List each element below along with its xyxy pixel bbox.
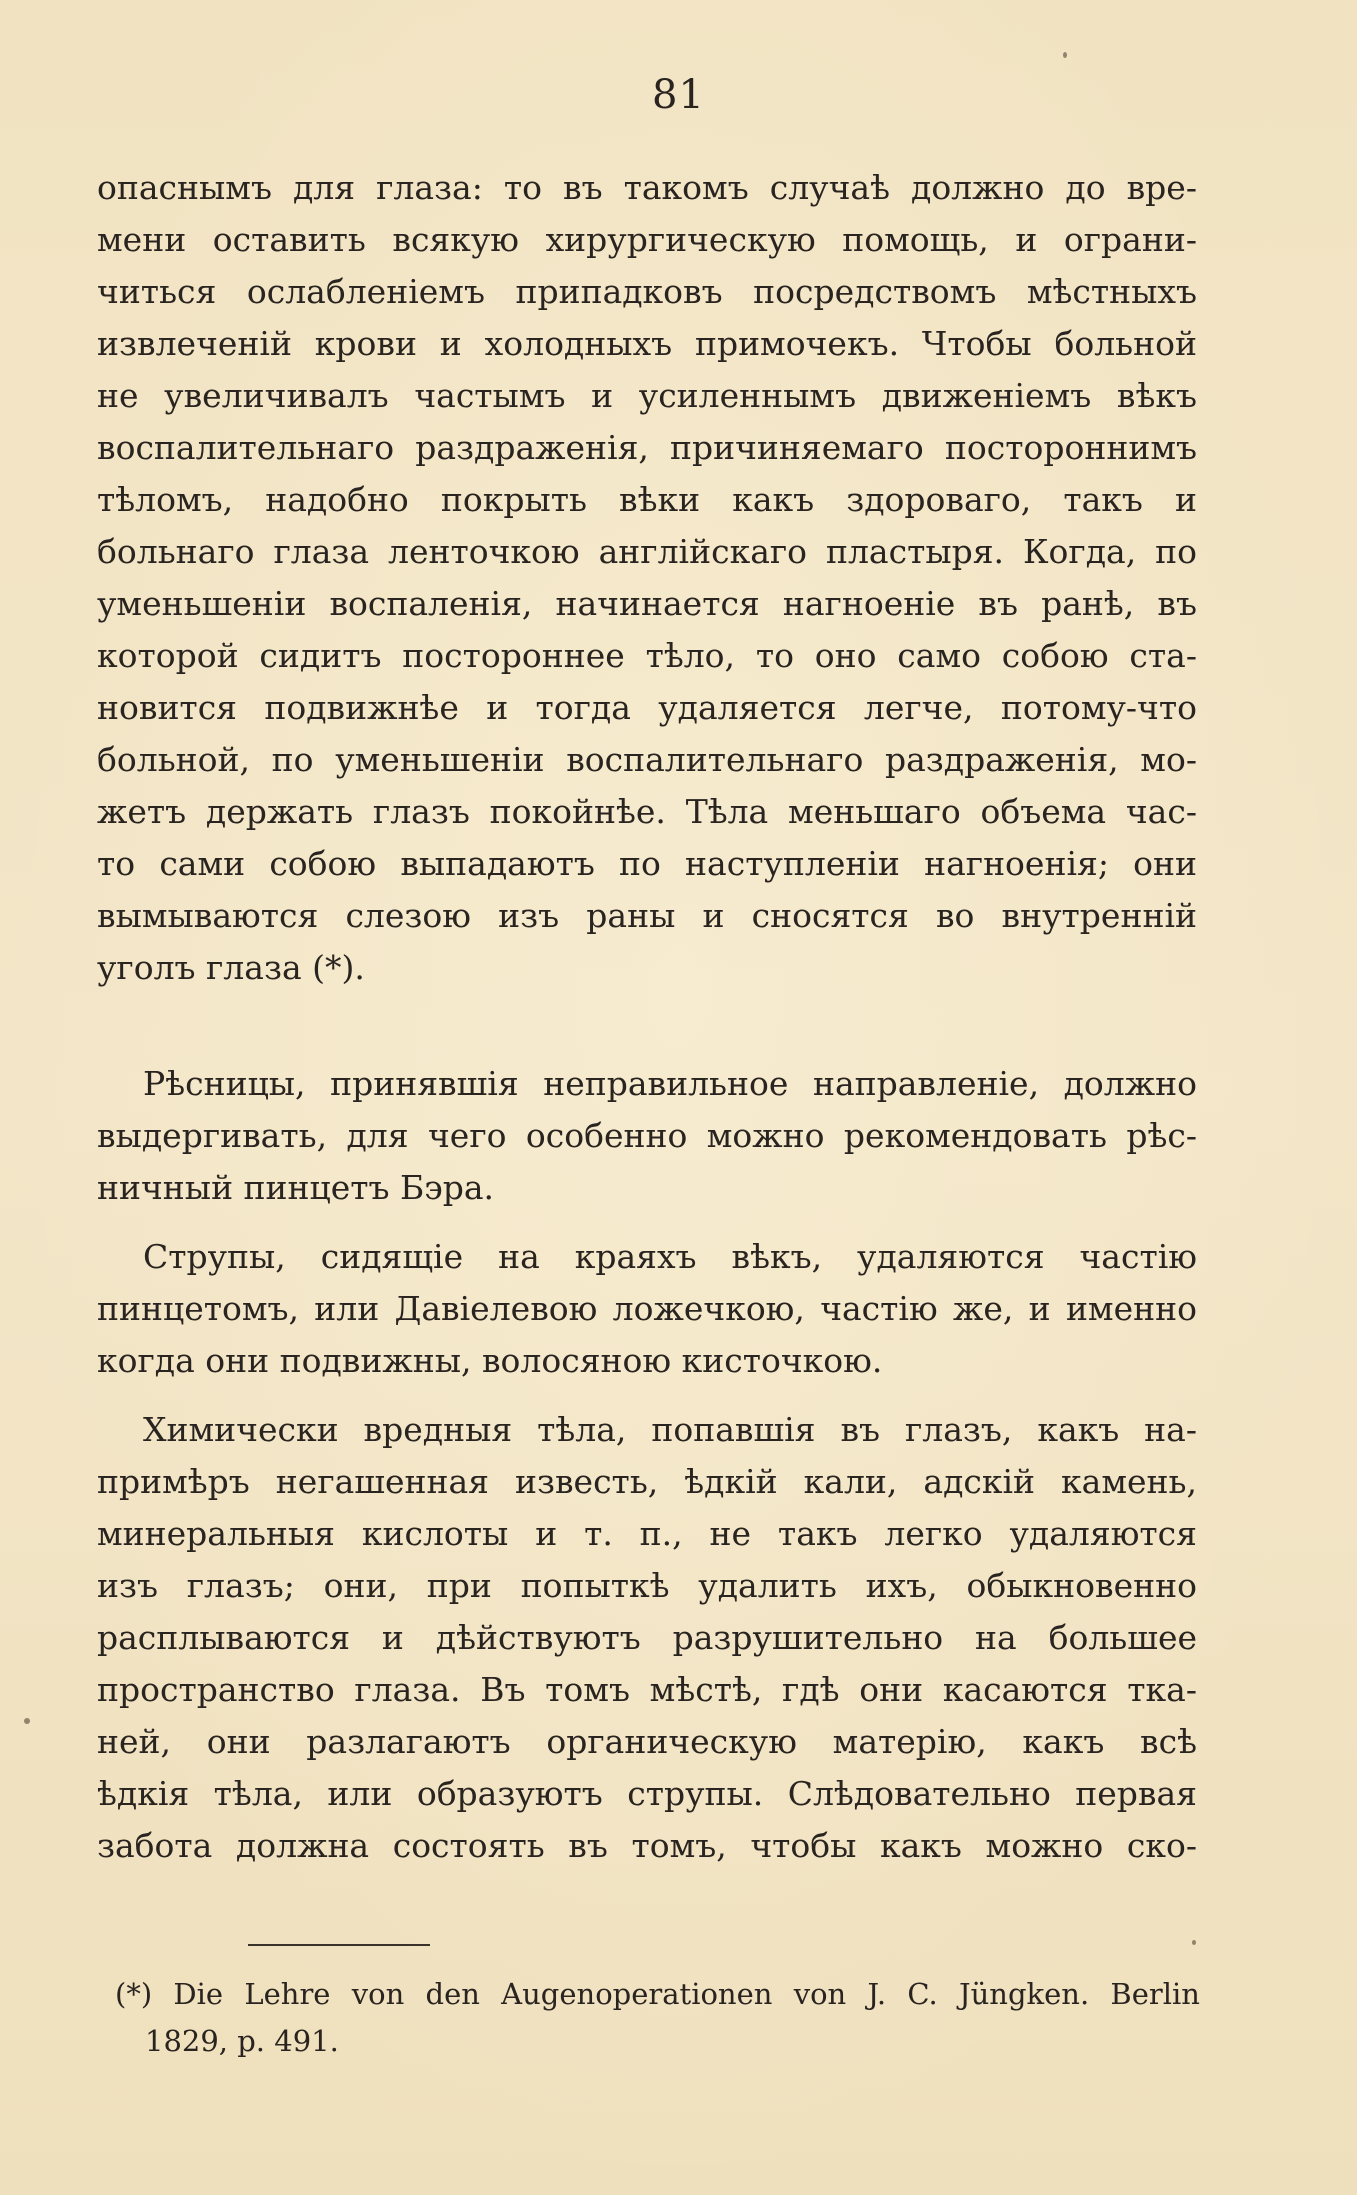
text-line: уголъ глаза (*). bbox=[97, 948, 365, 987]
text-line: пинцетомъ, или Давіелевою ложечкою, частію же, и именно bbox=[97, 1289, 1197, 1328]
text-line: жетъ держать глазъ покойнѣе. Тѣла меньшаго объема час- bbox=[97, 792, 1197, 831]
ink-speck bbox=[24, 1718, 30, 1724]
text-line: опаснымъ для глаза: то въ такомъ случаѣ должно до вре- bbox=[97, 168, 1197, 207]
text-line: тѣломъ, надобно покрыть вѣки какъ здороваго, такъ и bbox=[97, 480, 1197, 519]
text-line: уменьшеніи воспаленія, начинается нагноеніе въ ранѣ, въ bbox=[97, 584, 1197, 623]
text-line: Рѣсницы, принявшія неправильное направленіе, должно bbox=[143, 1064, 1197, 1103]
text-line: мени оставить всякую хирургическую помощь, и ограни- bbox=[97, 220, 1197, 259]
footnote-divider bbox=[248, 1944, 430, 1946]
footnote-line: (*) Die Lehre von den Augenoperationen von J. C. Jüngken. Berlin bbox=[115, 1977, 1200, 2011]
ink-speck bbox=[1063, 52, 1067, 58]
text-line: пространство глаза. Въ томъ мѣстѣ, гдѣ они касаются тка- bbox=[97, 1670, 1197, 1709]
text-line: примѣръ негашенная известь, ѣдкій кали, адскій камень, bbox=[97, 1462, 1197, 1501]
text-line: ней, они разлагаютъ органическую матерію, какъ всѣ bbox=[97, 1722, 1197, 1761]
text-line: которой сидитъ постороннее тѣло, то оно само собою ста- bbox=[97, 636, 1197, 675]
text-line: ничный пинцетъ Бэра. bbox=[97, 1168, 495, 1207]
text-line: расплываются и дѣйствуютъ разрушительно на большее bbox=[97, 1618, 1197, 1657]
text-line: извлеченій крови и холодныхъ примочекъ. Чтобы больной bbox=[97, 324, 1197, 363]
text-line: не увеличивалъ частымъ и усиленнымъ движеніемъ вѣкъ bbox=[97, 376, 1197, 415]
text-line: воспалительнаго раздраженія, причиняемаго постороннимъ bbox=[97, 428, 1197, 467]
text-line: читься ослабленіемъ припадковъ посредствомъ мѣстныхъ bbox=[97, 272, 1197, 311]
text-line: больной, по уменьшеніи воспалительнаго раздраженія, мо- bbox=[97, 740, 1197, 779]
text-line: когда они подвижны, волосяною кисточкою. bbox=[97, 1341, 883, 1380]
text-line: минеральныя кислоты и т. п., не такъ легко удаляются bbox=[97, 1514, 1197, 1553]
text-line: Химически вредныя тѣла, попавшія въ глазъ, какъ на- bbox=[143, 1410, 1197, 1449]
text-line: выдергивать, для чего особенно можно рекомендовать рѣс- bbox=[97, 1116, 1197, 1155]
text-line: Струпы, сидящіе на краяхъ вѣкъ, удаляются частію bbox=[143, 1237, 1197, 1276]
text-line: новится подвижнѣе и тогда удаляется легче, потому-что bbox=[97, 688, 1197, 727]
text-line: вымываются слезою изъ раны и сносятся во внутренній bbox=[97, 896, 1197, 935]
footnote-line: 1829, p. 491. bbox=[145, 2024, 339, 2058]
text-line: больнаго глаза ленточкою англійскаго пластыря. Когда, по bbox=[97, 532, 1197, 571]
text-line: то сами собою выпадаютъ по наступленіи нагноенія; они bbox=[97, 844, 1197, 883]
text-line: изъ глазъ; они, при попыткѣ удалить ихъ, обыкновенно bbox=[97, 1566, 1197, 1605]
text-line: ѣдкія тѣла, или образуютъ струпы. Слѣдовательно первая bbox=[97, 1774, 1197, 1813]
text-line: забота должна состоять въ томъ, чтобы какъ можно ско- bbox=[97, 1826, 1197, 1865]
page-number: 81 bbox=[652, 72, 705, 118]
ink-speck bbox=[1192, 1940, 1196, 1945]
